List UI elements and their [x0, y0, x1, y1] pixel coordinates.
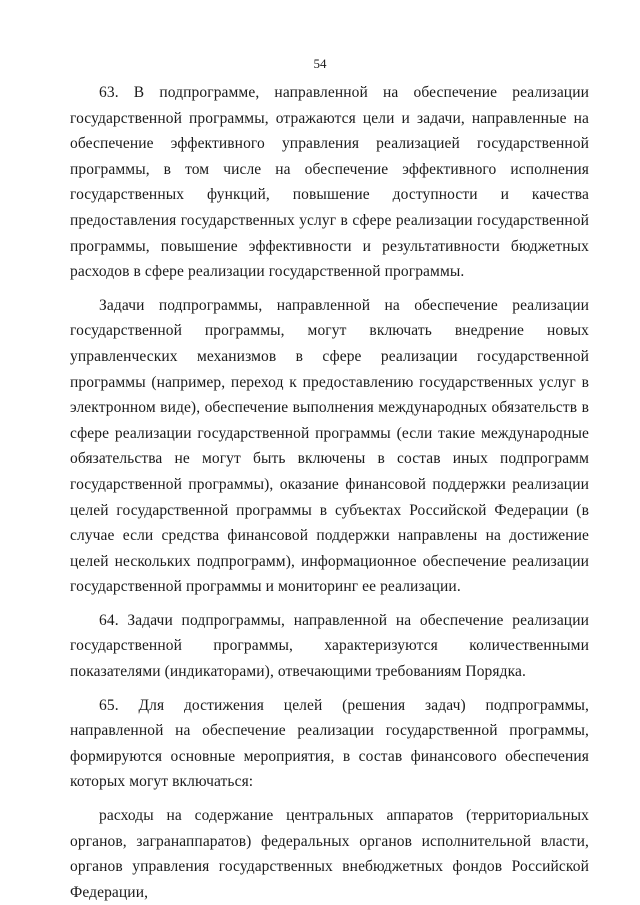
paragraph-64: 64. Задачи подпрограммы, направленной на обеспечение реализации государственной программы, характеризуются количественными показателями (индикаторами), отвечающими требованиям Порядка.	[70, 611, 589, 681]
paragraph-65: 65. Для достижения целей (решения задач) подпрограммы, направленной на обеспечение реализации государственной программы, формируются основные мероприятия, в состав финансового обеспечения которых могут включаться:	[70, 696, 589, 791]
document-body	[70, 80, 589, 905]
page-number: 54	[313, 56, 327, 71]
paragraph-63: 63. В подпрограмме, направленной на обеспечение реализации государственной программы, отражаются цели и задачи, направленные на обеспечение эффективного управления реализацией государственной программы, в том числе на обеспечение эффективного исполнения государственных функций, повышение доступности и качества предоставления государственных услуг в сфере реализации государственной программы, повышение эффективности и результативности бюджетных расходов в сфере реализации государственной программы.	[70, 84, 589, 281]
paragraph-expenses: расходы на содержание центральных аппаратов (территориальных органов, загранаппаратов) федеральных органов исполнительной власти, органов управления государственных внебюджетных фондов Российской Федерации,	[70, 807, 589, 901]
paragraph-tasks: Задачи подпрограммы, направленной на обеспечение реализации государственной программы, могут включать внедрение новых управленческих механизмов в сфере реализации государственной программы (например, переход к предоставлению государственных услуг в электронном виде), обеспечение выполнения международных обязательств в сфере реализации государственной программы (если такие международные обязательства не могут быть включены в состав иных подпрограмм государственной программы), оказание финансовой поддержки реализации целей государственной программы в субъектах Российской Федерации (в случае если средства финансовой поддержки направлены на достижение целей нескольких подпрограмм), информационное обеспечение реализации государственной программы и мониторинг ее реализации.	[70, 296, 589, 596]
